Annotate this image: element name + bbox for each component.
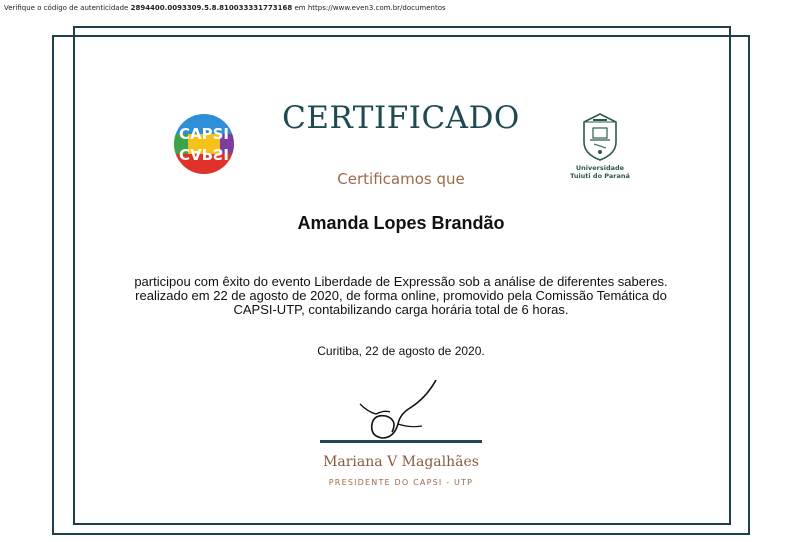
utp-logo-line2: Tuiuti do Paraná (570, 172, 630, 180)
capsi-logo-text-top: CAPSI (179, 125, 229, 143)
verification-notice (4, 4, 446, 12)
certificate-body: participou com êxito do evento Liberdade de Expressão sob a análise de diferentes saberes. realizado em 22 de agosto de 2020, de forma online, promovido pela Comissão Temática do CAPSI-UTP, contabilizando carga horária total de 6 horas. (134, 274, 668, 317)
recipient-name: Amanda Lopes Brandão (297, 213, 505, 233)
signer-name: Mariana V Magalhães (323, 454, 479, 470)
verification-middle: em (294, 4, 306, 12)
verification-url[interactable]: https://www.even3.com.br/documentos (307, 4, 446, 12)
certificate-subtitle: Certificamos que (337, 170, 465, 188)
signature-line (320, 440, 482, 443)
verification-code: 2894400.0093309.5.8.8100333317731​68 (130, 4, 293, 12)
utp-logo-line1: Universidade (575, 164, 625, 172)
certificate-title: CERTIFICADO (282, 100, 520, 136)
signature-icon (340, 376, 450, 444)
place-date: Curitiba, 22 de agosto de 2020. (317, 344, 485, 358)
capsi-logo-text-mirror: CAPSI (179, 145, 229, 163)
signer-role: PRESIDENTE DO CAPSI - UTP (328, 478, 474, 487)
verification-prefix: Verifique o código de autenticidade (4, 4, 129, 12)
utp-logo-text (540, 164, 660, 180)
